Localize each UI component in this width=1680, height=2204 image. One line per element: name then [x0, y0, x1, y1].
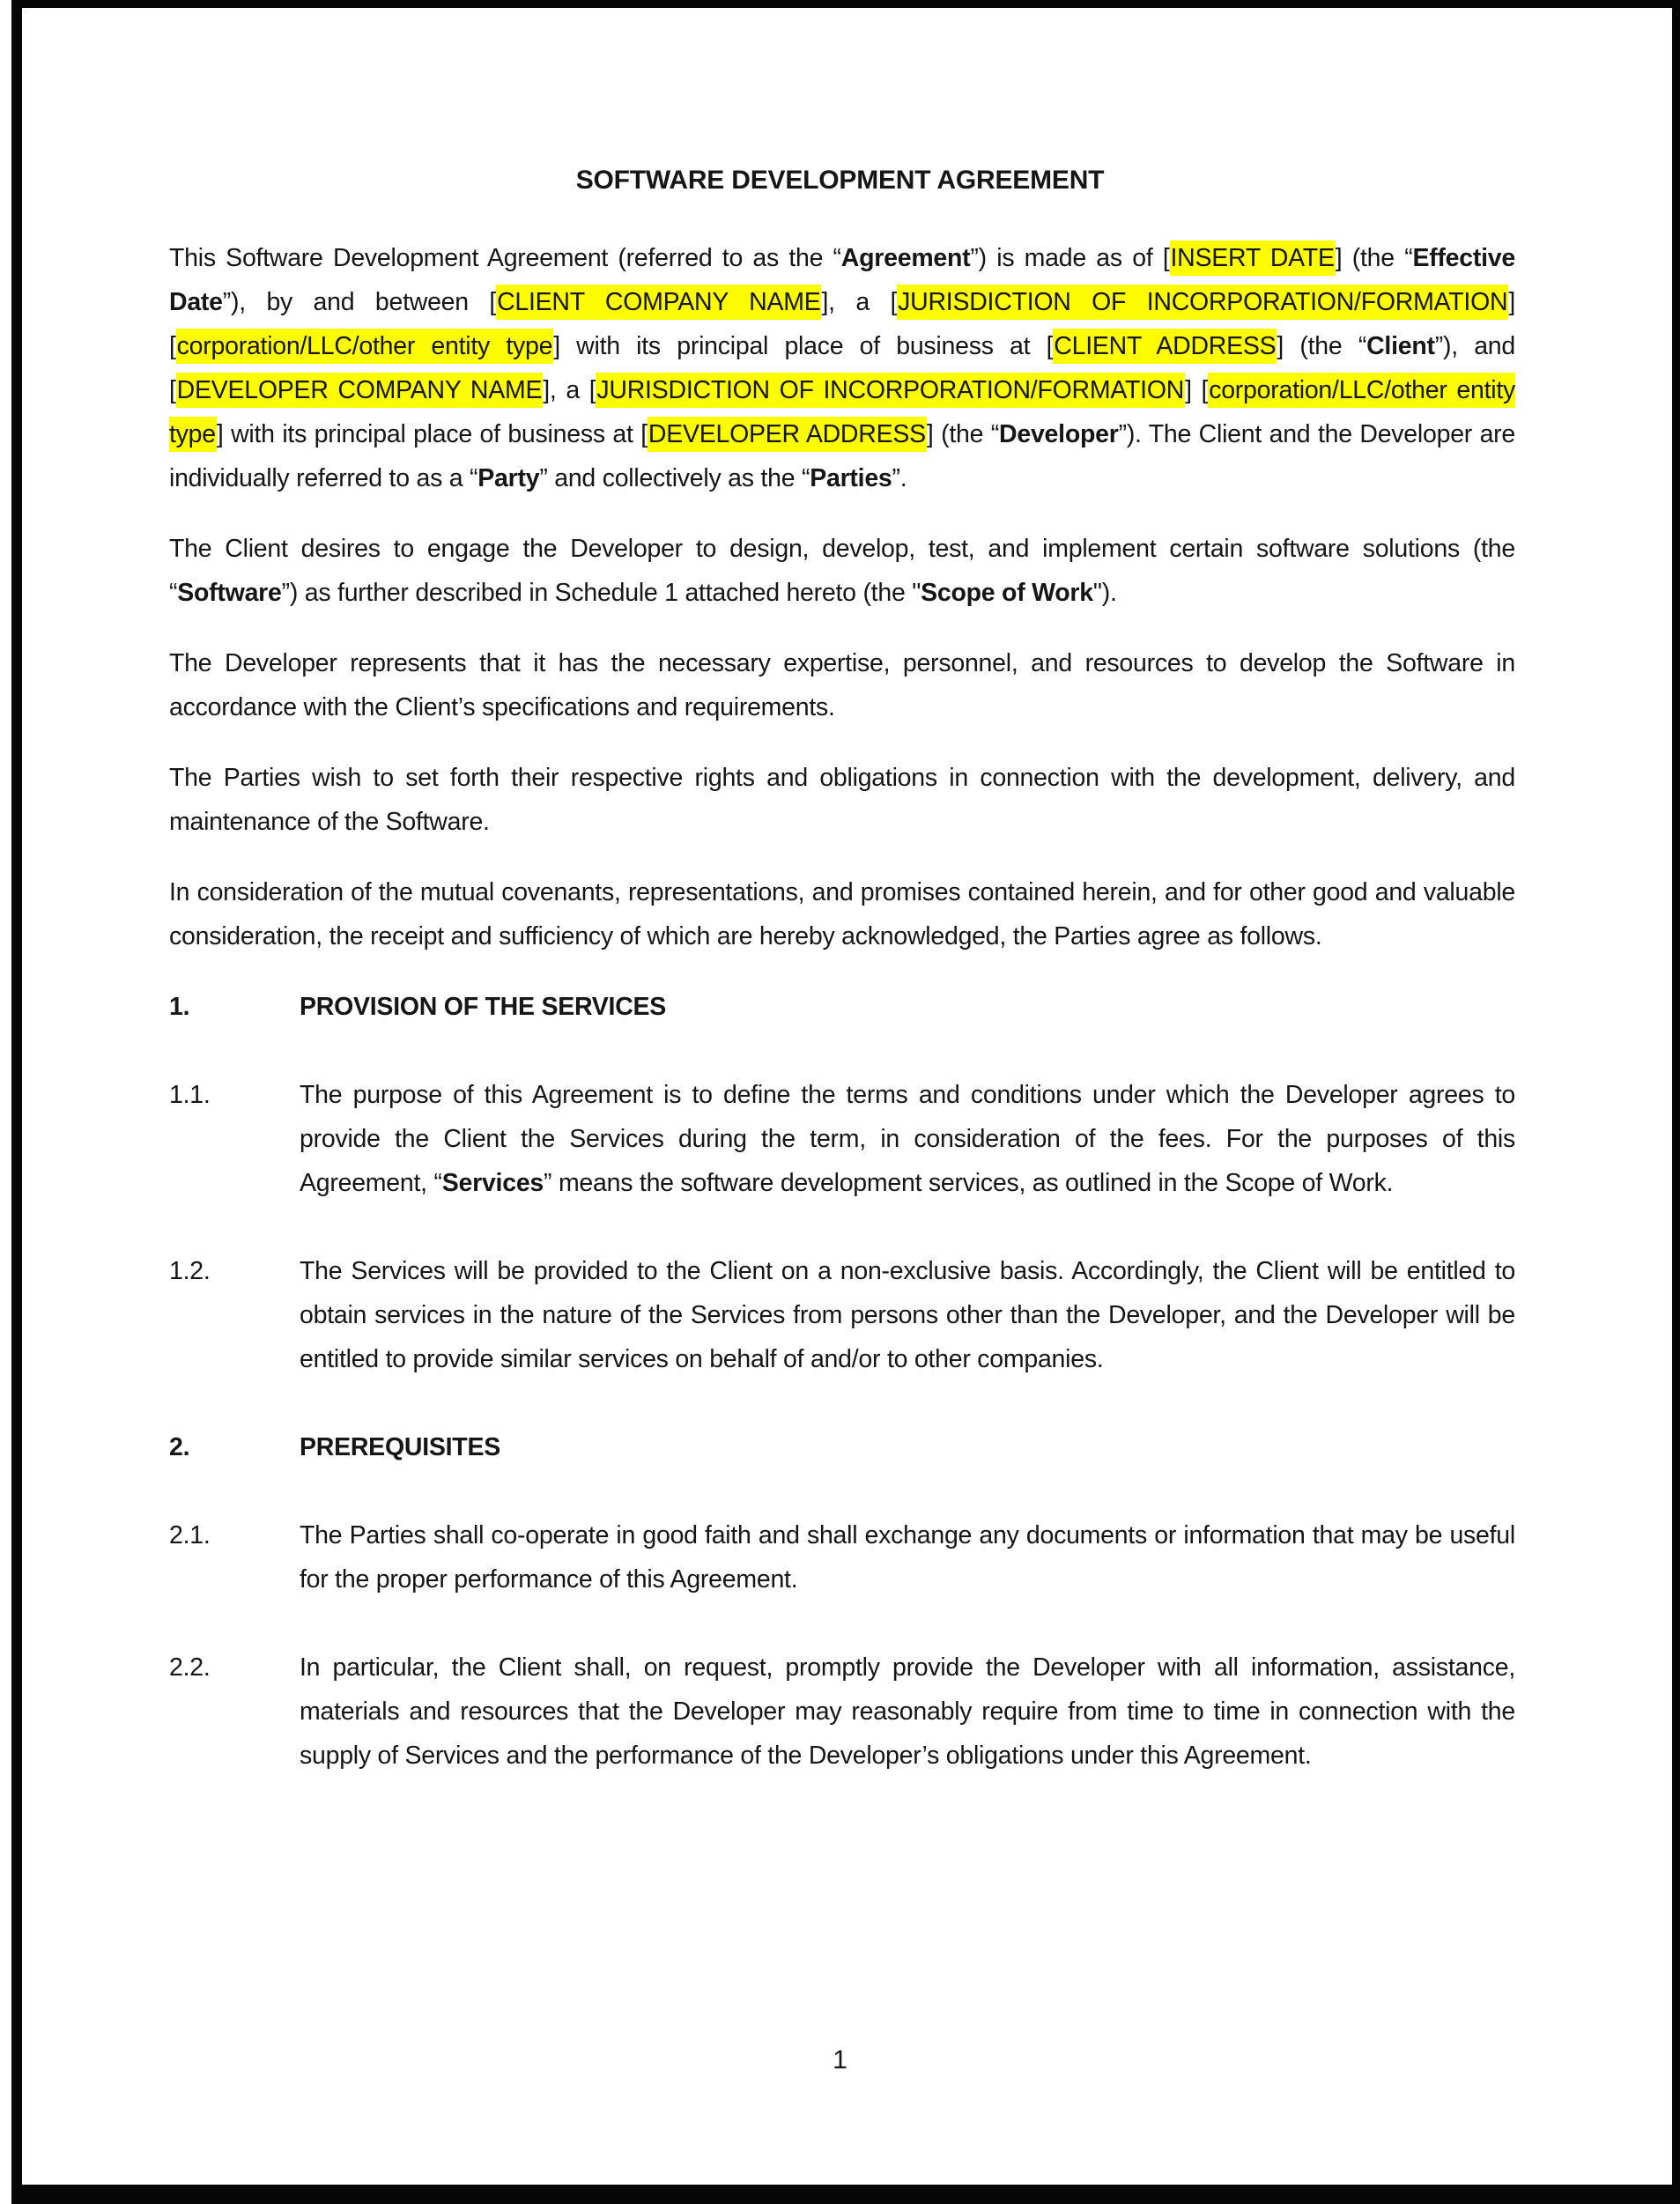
bold-text-run: Scope of Work [921, 579, 1093, 607]
clause-number: 1. [169, 993, 190, 1021]
clause-number: 2.2. [169, 1653, 211, 1682]
clause-number: 1.1. [169, 1081, 211, 1109]
bold-text-run: Services [441, 1169, 544, 1197]
text-run: ] with its principal place of business at [ [216, 420, 648, 448]
text-run: The Parties shall co-operate in good faith and shall exchange any documents or information that may be useful for the proper performance of this Agreement. [300, 1521, 1515, 1594]
text-run: ”. [892, 464, 907, 492]
clause-number: 2.1. [169, 1521, 211, 1549]
clause-text [300, 1425, 1515, 1469]
highlight-placeholder: INSERT DATE [1170, 240, 1336, 276]
text-run: ] with its principal place of business at [ [553, 332, 1054, 360]
clause-item [169, 1513, 1515, 1601]
section-heading [169, 985, 1515, 1029]
text-run: In consideration of the mutual covenants, representations, and promises contained herein, and for other good and valuable consideration, the receipt and sufficiency of which are hereby acknowledged, the Parties agree as follows. [169, 878, 1515, 950]
paragraph [169, 236, 1515, 500]
clause-item [169, 1646, 1515, 1778]
clause-text [300, 1073, 1515, 1205]
text-run: ] [ [169, 288, 1515, 360]
highlight-placeholder: corporation/LLC/other entity type [169, 373, 1515, 452]
bold-text-run: Parties [810, 464, 892, 492]
highlight-placeholder: DEVELOPER ADDRESS [648, 417, 927, 452]
bold-text-run: PREREQUISITES [300, 1433, 500, 1461]
text-run: The purpose of this Agreement is to define the terms and conditions under which the Developer agrees to provide the Client the Services during the term, in consideration of the fees. For the purposes of this Agreement, “ [300, 1081, 1515, 1197]
bold-text-run: Party [477, 464, 540, 492]
page-number: 1 [833, 2045, 847, 2075]
clause-item [169, 1073, 1515, 1205]
clause-text [300, 1646, 1515, 1778]
text-run: ”) as further described in Schedule 1 attached hereto (the " [281, 579, 921, 607]
clause-number: 1.2. [169, 1257, 211, 1285]
highlight-placeholder: CLIENT ADDRESS [1053, 329, 1277, 364]
text-run: ] (the “ [1277, 332, 1367, 360]
highlight-placeholder: corporation/LLC/other entity type [176, 329, 554, 364]
paragraph [169, 641, 1515, 729]
text-run: ”), and [ [169, 332, 1515, 404]
highlight-placeholder: JURISDICTION OF INCORPORATION/FORMATION [596, 373, 1185, 408]
text-run: The Parties wish to set forth their respective rights and obligations in connection with the development, delivery, and maintenance of the Software. [169, 764, 1515, 836]
bold-text-run: PROVISION OF THE SERVICES [300, 993, 667, 1021]
text-run: ] [ [1185, 376, 1209, 404]
paragraph [169, 870, 1515, 958]
text-run: ] (the “ [926, 420, 1000, 448]
text-run: This Software Development Agreement (referred to as the “ [169, 244, 841, 272]
text-run: ”) is made as of [ [970, 244, 1170, 272]
text-run: ], a [ [543, 376, 596, 404]
clause-number: 2. [169, 1433, 190, 1461]
bold-text-run: Agreement [840, 244, 971, 272]
text-run: The Client desires to engage the Developer to design, develop, test, and implement certain software solutions (the “ [169, 535, 1515, 607]
highlight-placeholder: DEVELOPER COMPANY NAME [176, 373, 544, 408]
paragraph [169, 527, 1515, 615]
bold-text-run: Developer [999, 420, 1119, 448]
text-run: ”), by and between [ [222, 288, 497, 316]
text-run: ], a [ [821, 288, 898, 316]
section-heading [169, 1425, 1515, 1469]
bold-text-run: Client [1366, 332, 1435, 360]
text-run: The Services will be provided to the Client on a non-exclusive basis. Accordingly, the Client will be entitled to obtain services in the nature of the Services from persons other than the Developer, and the Developer will be entitled to provide similar services on behalf of and/or to other companies. [300, 1257, 1515, 1373]
text-run: ”). The Client and the Developer are individually referred to as a “ [169, 420, 1516, 492]
document-body [0, 196, 1680, 1778]
document-title: SOFTWARE DEVELOPMENT AGREEMENT [575, 166, 1105, 195]
clause-item [169, 1249, 1515, 1381]
paragraph [169, 756, 1515, 844]
clause-text [300, 1249, 1515, 1381]
bold-text-run: Software [177, 579, 282, 607]
text-run: "). [1092, 579, 1117, 607]
text-run: The Developer represents that it has the necessary expertise, personnel, and resources to develop the Software in accordance with the Client’s specifications and requirements. [169, 649, 1515, 721]
clause-text [300, 985, 1515, 1029]
clause-text [300, 1513, 1515, 1601]
text-run: In particular, the Client shall, on request, promptly provide the Developer with all information, assistance, materials and resources that the Developer may reasonably require from time to time in connection with the supply of Services and the performance of the Developer’s obligations under this Agreement. [300, 1653, 1515, 1770]
highlight-placeholder: JURISDICTION OF INCORPORATION/FORMATION [897, 285, 1508, 320]
text-run: ” and collectively as the “ [539, 464, 810, 492]
bold-text-run: Effective Date [169, 244, 1515, 316]
text-run: ] (the “ [1335, 244, 1413, 272]
highlight-placeholder: CLIENT COMPANY NAME [496, 285, 821, 320]
text-run: ” means the software development services, as outlined in the Scope of Work. [544, 1169, 1394, 1197]
